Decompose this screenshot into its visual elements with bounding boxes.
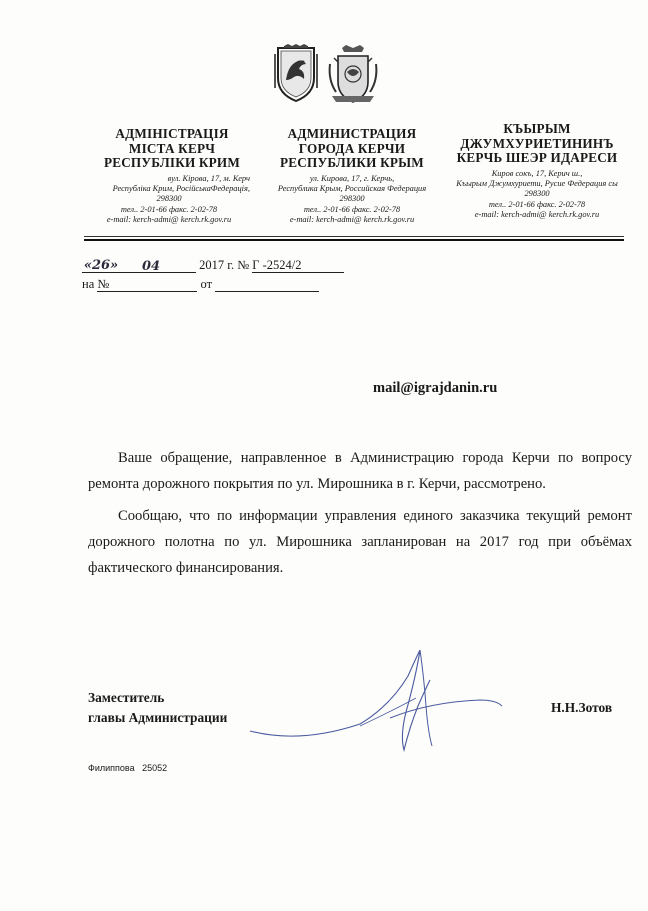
address-ru: ул. Кирова, 17, г. Керчь, Республика Крым, Российская Федерация 298300 тел.. 2-01-66 факс. 2-02-78 e-mail: kerch-admi@ kerch.rk.gov.ru bbox=[277, 173, 427, 225]
header-crh bbox=[452, 121, 622, 221]
address-crh: Киров сокъ, 17, Керич ш., Къырым Джумхуриети, Русие Федерация сы 298300 тел.. 2-01-66 факс. 2-02-78 e-mail: kerch-admi@ kerch.rk.gov.ru bbox=[456, 168, 618, 220]
kerch-coat-of-arms-icon bbox=[326, 44, 380, 106]
header-ru bbox=[266, 127, 438, 226]
body-paragraph-1: Ваше обращение, направленное в Администрацию города Керчи по вопросу ремонта дорожного покрытия по ул. Мирошника в г. Керчи, рассмотрено. bbox=[88, 450, 632, 492]
org-name-ru: АДМИНИСТРАЦИЯ ГОРОДА КЕРЧИ РЕСПУБЛИКИ КРЫМ bbox=[280, 126, 424, 170]
crimea-coat-of-arms-icon bbox=[272, 44, 320, 104]
reg-number: Г -2524/2 bbox=[252, 258, 302, 272]
ref-na-label: на bbox=[82, 277, 95, 291]
address-ua: вул. Кірова, 17, м. Керч Республіка Крим, РосійськаФедерація, 298300 тел.. 2-01-66 факс. 2-02-78 e-mail: kerch-admi@ kerch.rk.gov.ru bbox=[106, 173, 250, 225]
header-ua bbox=[88, 127, 256, 226]
reference-line bbox=[82, 277, 319, 292]
reg-year: 2017 г. № bbox=[199, 258, 250, 272]
reg-day: «26» bbox=[83, 258, 119, 273]
ref-no-label: № bbox=[97, 277, 110, 291]
handwritten-signature-icon bbox=[240, 636, 510, 756]
recipient-email: mail@igrajdanin.ru bbox=[373, 380, 498, 396]
ref-ot-label: от bbox=[200, 277, 213, 291]
signer-title: Заместитель главы Администрации bbox=[88, 690, 228, 725]
org-name-ua: АДМІНІСТРАЦІЯ МІСТА КЕРЧ РЕСПУБЛІКИ КРИМ bbox=[103, 126, 241, 170]
letter-body bbox=[88, 445, 632, 581]
signer-name: Н.Н.Зотов bbox=[551, 700, 613, 715]
executor-note: Филиппова 25052 bbox=[88, 763, 168, 773]
header-divider-thin bbox=[84, 236, 624, 237]
body-paragraph-2: Сообщаю, что по информации управления единого заказчика текущий ремонт дорожного полотна по ул. Мирошника запланирован на 2017 год при объёмах фактического финансирования. bbox=[88, 508, 632, 576]
org-name-crh: КЪЫРЫМ ДЖУМХУРИЕТИНИНЪ КЕРЧЬ ШЕЭР ИДАРЕСИ bbox=[456, 121, 618, 165]
reg-month: 04 bbox=[142, 259, 161, 274]
registration-line bbox=[82, 258, 344, 273]
header-divider-thick bbox=[84, 239, 624, 241]
